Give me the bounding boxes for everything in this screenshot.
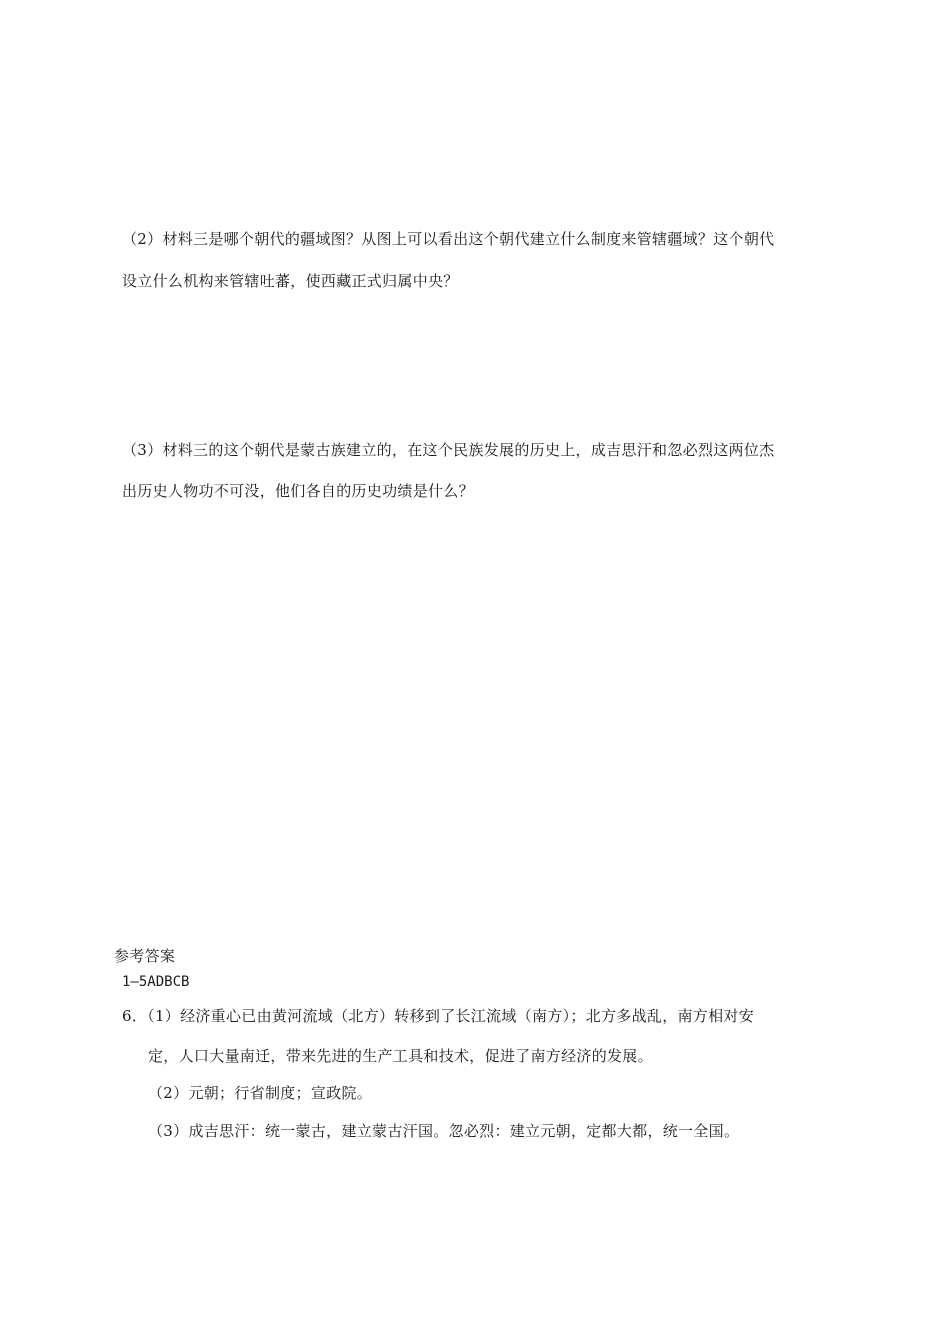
answer-title: 参考答案 <box>114 947 176 965</box>
answer-6-line-1: 6．（1）经济重心已由黄河流域（北方）转移到了长江流域（南方）；北方多战乱，南方相对安 <box>122 1007 754 1025</box>
answer-6-part-3: （3）成吉思汗：统一蒙古，建立蒙古汗国。忽必烈：建立元朝，定都大都，统一全国。 <box>148 1122 740 1140</box>
question-3-line-1: （3）材料三的这个朝代是蒙古族建立的，在这个民族发展的历史上，成吉思汗和忽必烈这两位杰 <box>122 441 775 459</box>
answer-6-line-2: 定，人口大量南迁，带来先进的生产工具和技术，促进了南方经济的发展。 <box>148 1047 653 1065</box>
question-3-line-2: 出历史人物功不可没，他们各自的历史功绩是什么？ <box>122 482 474 500</box>
multiple-choice-answers: 1—5ADBCB <box>122 974 190 990</box>
answer-6-part-2: （2）元朝；行省制度；宣政院。 <box>148 1084 373 1102</box>
question-2-line-2: 设立什么机构来管辖吐蕃，使西藏正式归属中央？ <box>122 272 459 290</box>
question-2-line-1: （2）材料三是哪个朝代的疆域图？从图上可以看出这个朝代建立什么制度来管辖疆域？这个朝代 <box>122 230 775 248</box>
